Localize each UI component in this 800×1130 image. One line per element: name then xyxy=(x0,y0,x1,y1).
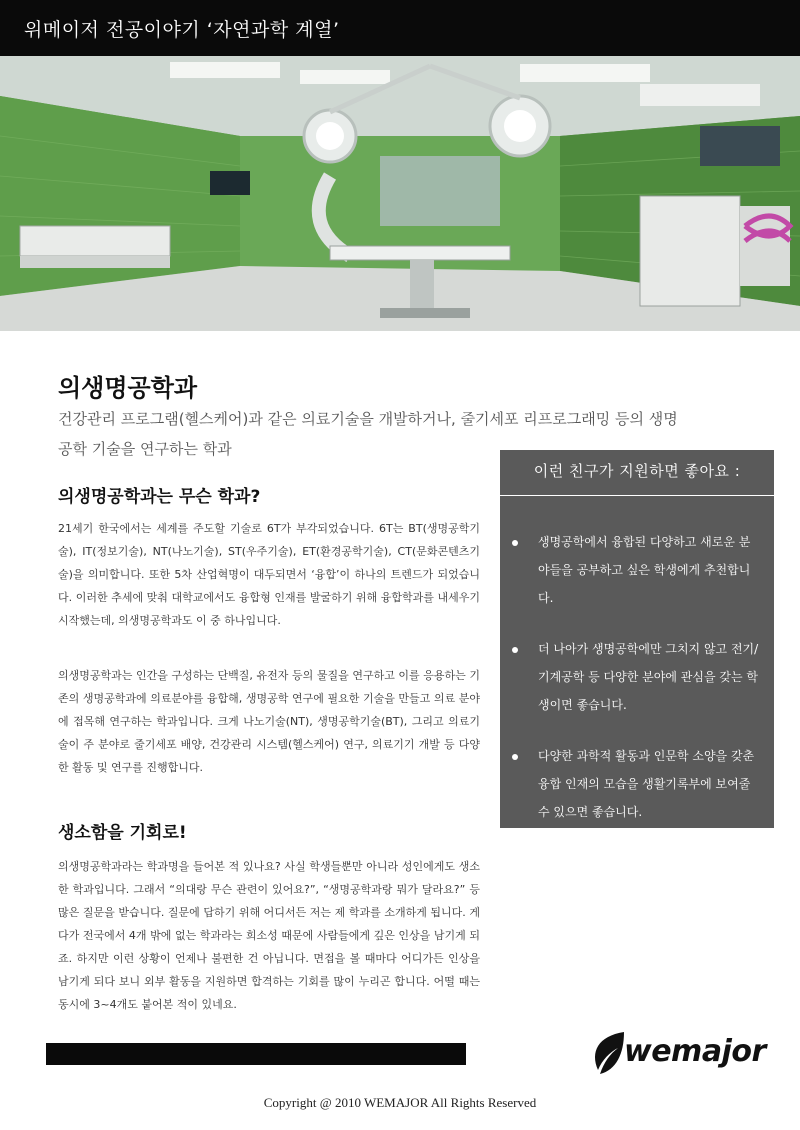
header-bar xyxy=(0,0,800,56)
recommendation-heading: 이런 친구가 지원하면 좋아요 : xyxy=(533,462,741,480)
recommendation-list xyxy=(500,528,774,849)
header-title: 위메이저 전공이야기 ‘자연과학 계열’ xyxy=(24,19,340,41)
section1-paragraph-2: 의생명공학과는 인간을 구성하는 단백질, 유전자 등의 물질을 연구하고 이를 응용하는 기존의 생명공학과에 의료분야를 융합해, 생명공학 연구에 필요한 기술을 만들고 의료 분야에 접목해 연구하는 학과입니다. 크게 나노기술(NT), 생명공학기술(BT), 그리고 의료기술이 주 분야로 줄기세포 배양, 건강관리 시스템(헬스케어) 연구, 의료기기 개발 등 다양한 활동 및 연구를 진행합니다. xyxy=(58,669,480,774)
section1-heading: 의생명공학과는 무슨 학과? xyxy=(58,487,261,507)
bullet-icon xyxy=(512,647,518,653)
section1-paragraph-1: 21세기 한국에서는 세계를 주도할 기술로 6T가 부각되었습니다. 6T는 BT(생명공학기술), IT(정보기술), NT(나노기술), ST(우주기술), ET(환경공학기술), CT(문화콘텐츠기술)을 의미합니다. 또한 5차 산업혁명이 대두되면서 ‘융합’이 하나의 트렌드가 되었습니다. 이러한 추세에 맞춰 대학교에서도 융합형 인재를 발굴하기 위해 융합학과를 내세우기 시작했는데, 의생명공학과도 이 중 하나입니다. xyxy=(58,522,480,627)
hero-image xyxy=(0,56,800,331)
leaf-icon xyxy=(588,1030,628,1076)
copyright-text: Copyright @ 2010 WEMAJOR All Rights Reserved xyxy=(263,1095,537,1110)
bullet-icon xyxy=(512,540,518,546)
bullet-icon xyxy=(512,754,518,760)
page-subtitle: 건강관리 프로그램(헬스케어)과 같은 의료기술을 개발하거나, 줄기세포 리프로그래밍 등의 생명공학 기술을 연구하는 학과 xyxy=(58,410,678,458)
list-item: 다양한 과학적 활동과 인문학 소양을 갖춘 융합 인재의 모습을 생활기록부에 보여줄 수 있으면 좋습니다. xyxy=(500,742,774,826)
footer-bar xyxy=(46,1043,466,1065)
logo-text: wemajor xyxy=(624,1034,766,1069)
recommendation-box xyxy=(500,450,774,828)
list-item: 생명공학에서 융합된 다양하고 새로운 분야들을 공부하고 싶은 학생에게 추천합니다. xyxy=(500,528,774,612)
page-title: 의생명공학과 xyxy=(58,374,198,402)
list-item: 더 나아가 생명공학에만 그치지 않고 전기/기계공학 등 다양한 분야에 관심을 갖는 학생이면 좋습니다. xyxy=(500,635,774,719)
section2-heading: 생소함을 기회로! xyxy=(58,823,187,843)
operating-room-photo xyxy=(0,56,800,331)
wemajor-logo xyxy=(588,1028,768,1078)
recommendation-divider xyxy=(500,495,774,496)
section2-paragraph-1: 의생명공학과라는 학과명을 들어본 적 있나요? 사실 학생들뿐만 아니라 성인에게도 생소한 학과입니다. 그래서 “의대랑 무슨 관련이 있어요?”, “생명공학과랑 뭐가 달라요?” 등 많은 질문을 받습니다. 질문에 답하기 위해 어디서든 저는 제 학과를 소개하게 됩니다. 게다가 전국에서 4개 밖에 없는 학과라는 희소성 때문에 사람들에게 깊은 인상을 남기게 되죠. 하지만 이런 상황이 언제나 불편한 건 아닙니다. 면접을 볼 때마다 어디가든 인상을 남기게 되다 보니 외부 활동을 지원하면 합격하는 기회를 많이 누리곤 합니다. 어떨 때는 동시에 3~4개도 붙어본 적이 있네요. xyxy=(58,860,480,1011)
